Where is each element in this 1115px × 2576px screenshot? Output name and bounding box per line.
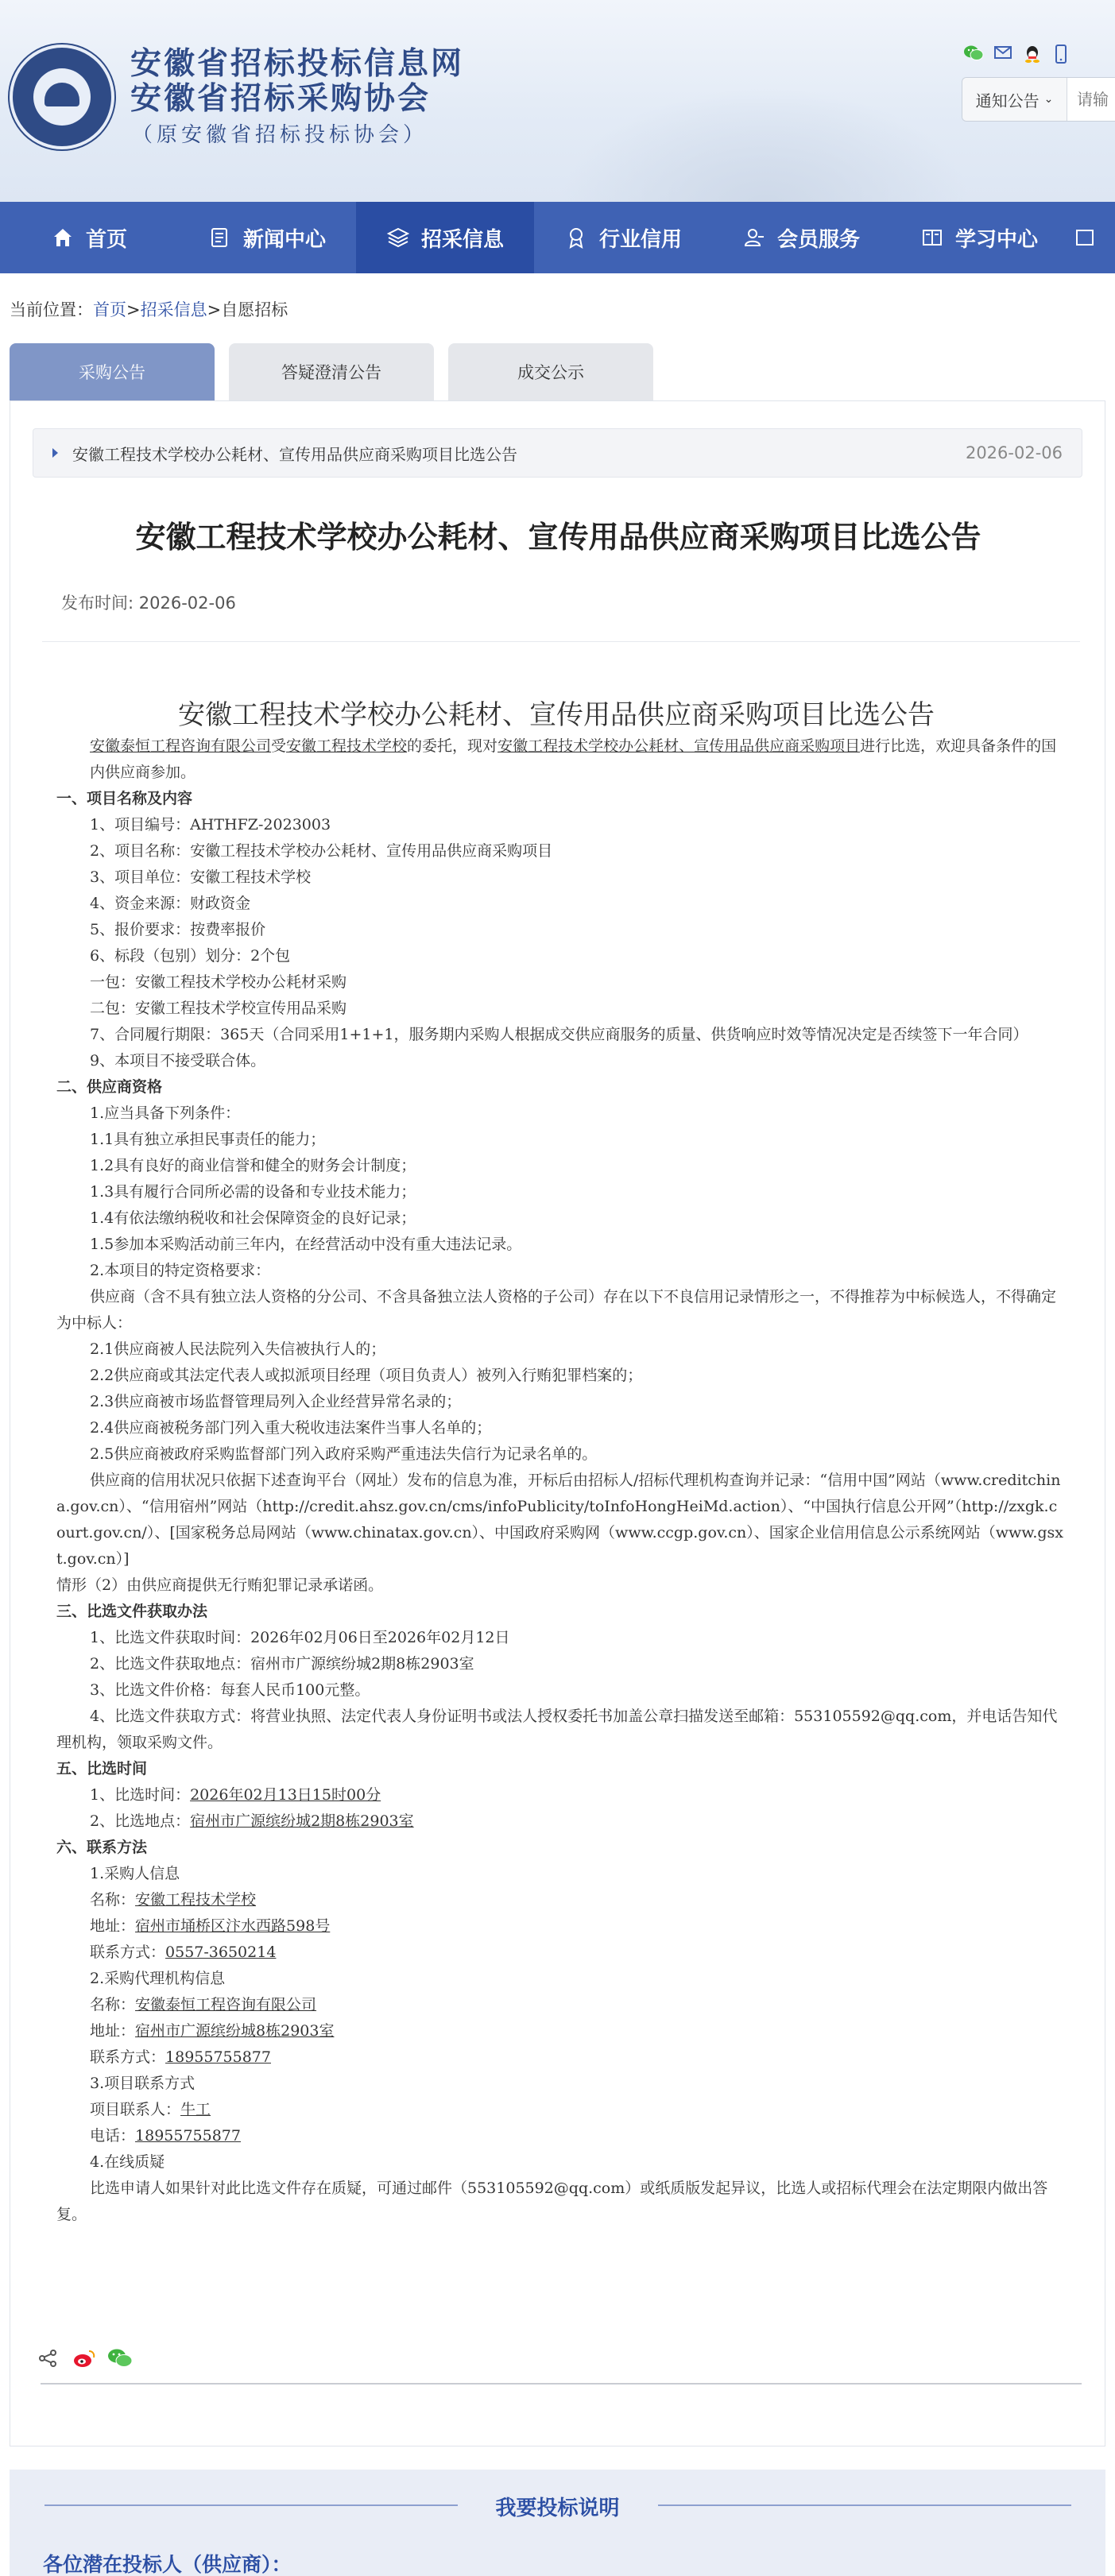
doc-line: 一包：安徽工程技术学校办公耗材采购: [90, 973, 347, 991]
section-heading: 六、联系方法: [56, 1839, 148, 1856]
label: 联系方式：: [90, 2048, 166, 2066]
label: 地址：: [90, 1917, 136, 1935]
label: 电话：: [90, 2127, 136, 2145]
section-heading: 五、比选时间: [56, 1760, 148, 1777]
share-divider: [41, 2383, 1082, 2385]
doc-line: 1.5参加本采购活动前三年内，在经营活动中没有重大违法记录。: [90, 1236, 522, 1253]
agent-phone: 18955755877: [165, 2048, 271, 2066]
section-heading: 二、供应商资格: [56, 1078, 163, 1096]
intro-text: 进行比选，欢迎具备条件的国内供应商参加。: [90, 737, 1057, 781]
mobile-icon[interactable]: [1054, 44, 1073, 62]
doc-line: 3.项目联系方式: [90, 2075, 196, 2092]
intro-text: 的委托，现对: [407, 737, 498, 755]
title-divider: [42, 641, 1080, 642]
project-contact: 牛工: [180, 2101, 211, 2118]
article-body: [56, 697, 1064, 2228]
main-nav: [0, 202, 1115, 273]
doc-line: 1.3具有履行合同所必需的设备和专业技术能力；: [90, 1183, 416, 1201]
wechat-share-icon[interactable]: [107, 2348, 130, 2369]
section-heading: 三、比选文件获取办法: [56, 1603, 208, 1620]
doc-line: [56, 1808, 1064, 1835]
label: 1、比选时间：: [90, 1786, 191, 1804]
nav-item-home[interactable]: [0, 202, 178, 273]
label: 地址：: [90, 2022, 136, 2040]
nav-item-credit[interactable]: [534, 202, 712, 273]
bid-time-value: 2026年02月13日15时00分: [190, 1786, 381, 1804]
doc-line: 1.4有依法缴纳税收和社会保障资金的良好记录；: [90, 1209, 416, 1227]
doc-line: 情形（2）由供应商提供无行贿犯罪记录承诺函。: [56, 1576, 384, 1594]
doc-line: [56, 2044, 1064, 2071]
publish-time-label: 发布时间:: [61, 594, 134, 613]
doc-line: 1.2具有良好的商业信誉和健全的财务会计制度；: [90, 1157, 416, 1174]
doc-line: 9、本项目不接受联合体。: [90, 1052, 266, 1069]
nav-item-news[interactable]: [178, 202, 356, 273]
site-header: [0, 0, 1115, 202]
doc-line: 2.2供应商或其法定代表人或拟派项目经理（项目负责人）被列入行贿犯罪档案的；: [90, 1367, 643, 1384]
intro-school: 安徽工程技术学校: [286, 737, 408, 755]
doc-line: 二包：安徽工程技术学校宣传用品采购: [90, 1000, 347, 1017]
site-logo-emblem[interactable]: [10, 44, 114, 149]
notice-bar-title: 安徽工程技术学校办公耗材、宣传用品供应商采购项目比选公告: [72, 444, 517, 464]
top-icon-group: [963, 44, 1073, 62]
qq-icon[interactable]: [1024, 44, 1043, 62]
divider-right: [658, 2504, 1071, 2506]
wechat-icon[interactable]: [963, 44, 982, 62]
notice-bar-date: 2026-02-06: [965, 443, 1063, 462]
search-input[interactable]: [1067, 78, 1115, 121]
doc-line: [56, 1992, 1064, 2018]
buyer-address: 宿州市埇桥区汴水西路598号: [135, 1917, 331, 1935]
tab-procurement-notice[interactable]: 采购公告: [10, 343, 215, 400]
header-background-art: [559, 87, 972, 202]
book-icon: [920, 226, 944, 249]
buyer-name: 安徽工程技术学校: [135, 1891, 257, 1909]
doc-line: 1.采购人信息: [90, 1865, 180, 1882]
bid-place-value: 宿州市广源缤纷城2期8栋2903室: [190, 1812, 414, 1830]
breadcrumb-section-link[interactable]: 招采信息: [140, 300, 207, 319]
nav-item-member[interactable]: [712, 202, 890, 273]
doc-line: 1、项目编号：AHTHFZ-2023003: [90, 816, 331, 834]
weibo-icon[interactable]: [72, 2348, 95, 2369]
label: 联系方式：: [90, 1944, 166, 1961]
more-icon: [1074, 226, 1098, 249]
breadcrumb: [10, 297, 288, 321]
breadcrumb-separator: >: [126, 300, 141, 319]
mail-icon[interactable]: [993, 44, 1012, 62]
nav-item-more[interactable]: [1068, 202, 1115, 273]
breadcrumb-current: 自愿招标: [221, 300, 288, 319]
label: 名称：: [90, 1996, 136, 2013]
doc-line: 供应商（含不具有独立法人资格的分公司、不含具备独立法人资格的子公司）存在以下不良信用记录情形之一，不得推荐为中标候选人，不得确定为中标人：: [56, 1288, 1057, 1332]
doc-line: [56, 1940, 1064, 1966]
nav-item-label: 招采信息: [420, 227, 504, 252]
label: 项目联系人：: [90, 2101, 181, 2118]
doc-line: 2.4供应商被税务部门列入重大税收违法案件当事人名单的；: [90, 1419, 492, 1437]
doc-line: [56, 2018, 1064, 2044]
nav-item-label: 行业信用: [598, 227, 682, 252]
nav-item-label: 会员服务: [776, 227, 860, 252]
doc-line: 3、项目单位：安徽工程技术学校: [90, 868, 312, 886]
nav-item-procurement[interactable]: [356, 202, 534, 273]
doc-line: [56, 2097, 1064, 2123]
doc-line: 2、项目名称：安徽工程技术学校办公耗材、宣传用品供应商采购项目: [90, 842, 553, 860]
intro-project: 安徽工程技术学校办公耗材、宣传用品供应商采购项目: [497, 737, 861, 755]
tab-deal-notice[interactable]: 成交公示: [448, 343, 653, 400]
notice-bar[interactable]: [33, 428, 1082, 478]
search-category-select[interactable]: [962, 78, 1067, 121]
label: 2、比选地点：: [90, 1812, 191, 1830]
breadcrumb-prefix: 当前位置：: [10, 300, 93, 319]
doc-line: 供应商的信用状况只依据下述查询平台（网址）发布的信息为准，开标后由招标人/招标代理机构查询并记录：“信用中国”网站（www.creditchina.gov.cn）、“信用宿州”网站（http://credit.ahsz.gov.cn/cms/infoPublicity/toInfoHongHeiMd.action）、“中国执行信息公开网”（http://zxgk.court.gov.cn/）、[国家税务总局网站（www.chinatax.gov.cn）、中国政府采购网（www.ccgp.gov.cn）、国家企业信用信息公示系统网站（www.gsxt.gov.cn）]: [56, 1472, 1063, 1568]
doc-line: 2、比选文件获取地点：宿州市广源缤纷城2期8栋2903室: [90, 1655, 474, 1673]
agent-address: 宿州市广源缤纷城8栋2903室: [135, 2022, 335, 2040]
announcement-tabs: [10, 343, 653, 400]
doc-line: 2.采购代理机构信息: [90, 1970, 226, 1987]
chevron-down-icon: ⌄: [1043, 93, 1054, 106]
buyer-phone: 0557-3650214: [165, 1944, 277, 1961]
agent-name: 安徽泰恒工程咨询有限公司: [135, 1996, 317, 2013]
article-title: 安徽工程技术学校办公耗材、宣传用品供应商采购项目比选公告: [135, 520, 981, 555]
intro-text: 受: [271, 737, 287, 755]
search-category-value: 通知公告: [975, 91, 1040, 110]
search-box: [962, 77, 1115, 122]
breadcrumb-home-link[interactable]: 首页: [93, 300, 126, 319]
doc-line: [56, 1887, 1064, 1913]
doc-line: 3、比选文件价格：每套人民币100元整。: [90, 1681, 370, 1699]
doc-line: 5、报价要求：按费率报价: [90, 921, 266, 938]
home-icon: [51, 226, 75, 249]
site-title: 安徽省招标投标信息网: [130, 45, 465, 82]
award-icon: [564, 226, 588, 249]
intro-agent: 安徽泰恒工程咨询有限公司: [90, 737, 272, 755]
doc-title: 安徽工程技术学校办公耗材、宣传用品供应商采购项目比选公告: [178, 699, 935, 731]
doc-line: 1.1具有独立承担民事责任的能力；: [90, 1131, 326, 1148]
doc-line: [56, 1913, 1064, 1940]
content-panel: [10, 400, 1105, 2446]
layers-icon: [386, 226, 410, 249]
nav-item-label: 首页: [85, 227, 127, 252]
doc-line: 4.在线质疑: [90, 2153, 165, 2171]
doc-line: 7、合同履行期限：365天（合同采用1+1+1，服务期内采购人根据成交供应商服务的质量、供货响应时效等情况决定是否续签下一年合同）: [90, 1026, 1028, 1043]
news-icon: [208, 226, 232, 249]
member-icon: [742, 226, 766, 249]
doc-line: 2.5供应商被政府采购监督部门列入政府采购严重违法失信行为记录名单的。: [90, 1445, 598, 1463]
bid-instructions: [10, 2470, 1105, 2576]
doc-line: 1.应当具备下列条件：: [90, 1104, 241, 1122]
doc-line: 1、比选文件获取时间：2026年02月06日至2026年02月12日: [90, 1629, 510, 1646]
doc-intro: [56, 733, 1064, 786]
caret-right-icon: [52, 448, 58, 458]
nav-item-label: 新闻中心: [242, 227, 326, 252]
share-icon[interactable]: [37, 2348, 60, 2369]
site-former-name: （原安徽省招标投标协会）: [132, 123, 428, 147]
publish-time-value: 2026-02-06: [138, 594, 236, 613]
nav-item-learning[interactable]: [890, 202, 1068, 273]
bid-instructions-subtitle: 各位潜在投标人（供应商）：: [43, 2553, 292, 2576]
tab-clarification-notice[interactable]: 答疑澄清公告: [229, 343, 434, 400]
doc-line: 比选申请人如果针对此比选文件存在质疑，可通过邮件（553105592@qq.com）或纸质版发起异议，比选人或招标代理会在法定期限内做出答复。: [56, 2180, 1048, 2223]
doc-line: 2.本项目的特定资格要求：: [90, 1262, 271, 1279]
breadcrumb-separator: >: [207, 300, 222, 319]
doc-line: 2.3供应商被市场监督管理局列入企业经营异常名录的；: [90, 1393, 462, 1410]
section-heading: 一、项目名称及内容: [56, 790, 193, 807]
doc-line: 4、资金来源：财政资金: [90, 895, 251, 912]
doc-line: [56, 2123, 1064, 2149]
doc-line: [56, 1782, 1064, 1808]
nav-item-label: 学习中心: [954, 227, 1038, 252]
publish-time: [61, 590, 236, 614]
bid-instructions-title: 我要投标说明: [495, 2497, 620, 2520]
doc-line: 6、标段（包别）划分：2个包: [90, 947, 291, 965]
doc-line: 4、比选文件获取方式：将营业执照、法定代表人身份证明书或法人授权委托书加盖公章扫描发送至邮箱：553105592@qq.com，并电话告知代理机构，领取采购文件。: [56, 1708, 1058, 1751]
share-bar: [37, 2348, 130, 2369]
project-phone: 18955755877: [135, 2127, 241, 2145]
site-subtitle: 安徽省招标采购协会: [130, 80, 432, 117]
label: 名称：: [90, 1891, 136, 1909]
doc-line: 2.1供应商被人民法院列入失信被执行人的；: [90, 1340, 386, 1358]
